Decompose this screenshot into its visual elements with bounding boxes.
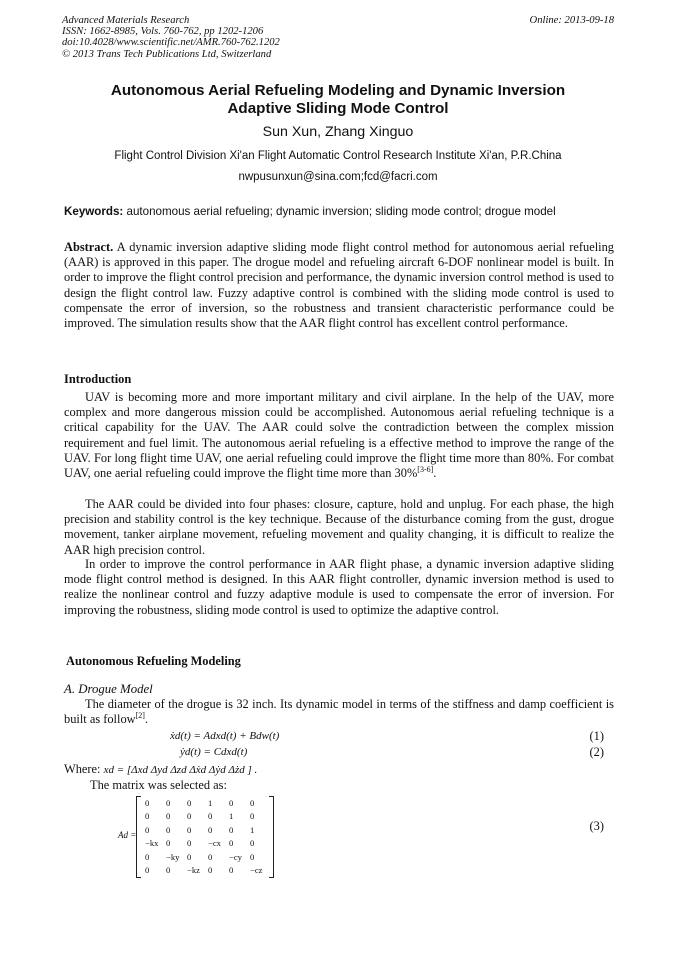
matrix-intro: The matrix was selected as:: [90, 778, 227, 792]
matrix-cell: 0: [166, 838, 171, 849]
matrix-cell: 0: [250, 851, 255, 862]
drogue-paragraph: [64, 697, 614, 727]
affiliation: Flight Control Division Xi'an Flight Automatic Control Research Institute Xi'an, P.R.China: [114, 150, 562, 162]
intro-p1-citation: [3-6]: [417, 465, 434, 475]
copyright: © 2013 Trans Tech Publications Ltd, Switzerland: [62, 48, 272, 60]
doi: doi:10.4028/www.scientific.net/AMR.760-762.1202: [62, 37, 280, 49]
issn: ISSN: 1662-8985, Vols. 760-762, pp 1202-1206: [62, 26, 264, 38]
introduction-heading: Introduction: [64, 372, 132, 386]
matrix-cell: −cy: [229, 851, 242, 862]
keywords: [64, 205, 556, 218]
matrix-cell: 0: [229, 864, 234, 875]
matrix-cell: 0: [187, 798, 192, 808]
equation-3-number: (3): [589, 819, 604, 833]
matrix-cell: 0: [145, 864, 150, 875]
matrix-cell: 0: [166, 864, 171, 875]
drogue-end: .: [144, 712, 149, 727]
intro-paragraph-2: The AAR could be divided into four phases: closure, capture, hold and unplug. For each phase, the high precision and stability control is the key technique. Because of the disturbance coming from the gust, drogue movement, tanker airplane movement, refueling movement and quality changing, it is difficult to realize the AAR high precision control.: [64, 497, 614, 557]
where-label: Where:: [64, 762, 101, 776]
matrix-cell: −cz: [250, 864, 263, 875]
matrix-cell: 0: [145, 824, 150, 835]
matrix-cell: 0: [208, 851, 213, 862]
author-email: nwpusunxun@sina.com;fcd@facri.com: [238, 171, 438, 183]
where-clause: [64, 762, 257, 777]
subsection-drogue-model: A. Drogue Model: [64, 682, 153, 696]
abstract: [64, 240, 614, 331]
matrix-cell: 0: [166, 798, 171, 808]
keywords-label: Keywords:: [64, 205, 124, 218]
matrix-cell: 0: [187, 838, 192, 849]
online-date: Online: 2013-09-18: [529, 15, 614, 26]
matrix-ad: [145, 798, 271, 878]
matrix-cell: 0: [166, 811, 171, 822]
equation-1-number: (1): [589, 729, 604, 743]
paper-title: [62, 82, 614, 118]
matrix-cell: 0: [145, 851, 150, 862]
equation-1: ẋd(t) = Adxd(t) + Bdw(t): [170, 730, 280, 742]
intro-paragraph-3: In order to improve the control performance in AAR flight phase, a dynamic inversion adaptive sliding mode flight control method is designed. In this AAR flight controller, dynamic inversion method is used to realize the nonlinear control and fuzzy adaptive module is used to compensate the error of inversion. For improving the robustness, sliding mode control is used to optimize the adaptive control.: [64, 557, 614, 617]
title-line-2: Adaptive Sliding Mode Control: [227, 100, 449, 117]
matrix-cell: −cx: [208, 838, 221, 849]
abstract-label: Abstract.: [64, 240, 114, 254]
matrix-cell: 0: [187, 824, 192, 835]
matrix-cell: −kx: [145, 838, 159, 849]
matrix-cell: 0: [166, 824, 171, 835]
matrix-cell: 0: [250, 838, 255, 849]
matrix-cell: 0: [208, 811, 213, 822]
matrix-cell: 0: [250, 811, 255, 822]
abstract-text: A dynamic inversion adaptive sliding mode flight control method for autonomous aerial refueling (AAR) is approved in this paper. The drogue model and refueling aircraft 6-DOF nonlinear model is built. In order to improve the flight control precision and performance, the dynamic inversion control method is used to design the flight control law. Fuzzy adaptive control is combined with the sliding mode control is used to compensate the error of inversion, so the robustness and transient characteristic performance could be improved. The simulation results show that the AAR flight control has excellent control performance.: [64, 240, 614, 331]
intro-p1-end: .: [433, 466, 437, 481]
matrix-label: Ad =: [118, 830, 137, 840]
section-heading-modeling: Autonomous Refueling Modeling: [66, 654, 241, 668]
matrix-left-bracket: [136, 796, 141, 878]
journal-header: [62, 15, 280, 60]
matrix-cell: 1: [250, 824, 255, 835]
matrix-cell: 0: [208, 824, 213, 835]
matrix-cell: 0: [187, 811, 192, 822]
matrix-cell: 0: [187, 851, 192, 862]
matrix-cell: 0: [145, 811, 150, 822]
title-line-1: Autonomous Aerial Refueling Modeling and Dynamic Inversion: [110, 82, 566, 99]
matrix-cell: 0: [208, 864, 213, 875]
drogue-citation: [2]: [135, 711, 145, 721]
matrix-cell: 0: [250, 798, 255, 808]
matrix-cell: 0: [145, 798, 150, 808]
journal-name: Advanced Materials Research: [62, 15, 190, 26]
equation-2: ẏd(t) = Cdxd(t): [180, 746, 248, 758]
matrix-cell: −ky: [166, 851, 180, 862]
authors: Sun Xun, Zhang Xinguo: [262, 124, 414, 140]
drogue-text: The diameter of the drogue is 32 inch. Its dynamic model in terms of the stiffness and damp coefficient is built as follow: [64, 697, 614, 727]
matrix-cell: 1: [229, 811, 234, 822]
intro-p1-text: UAV is becoming more and more important military and civil airplane. In the help of the UAV, more complex and more dangerous mission could be accomplished. Autonomous aerial refueling technique is a critical capability for the UAV. The AAR could solve the contradiction between the complex mission requirement and fuel limit. The autonomous aerial refueling is a effective method to improve the range of the UAV. For long flight time UAV, one aerial refueling could improve the flight time more than 80%. For combat UAV, one aerial refueling could improve the flight time more than 30%: [64, 390, 614, 481]
where-expression: xd = [Δxd Δyd Δzd Δẋd Δẏd Δżd ] .: [103, 764, 258, 776]
keywords-text: autonomous aerial refueling; dynamic inversion; sliding mode control; drogue model: [123, 205, 556, 218]
matrix-cell: 0: [229, 798, 234, 808]
matrix-cell: −kz: [187, 864, 200, 875]
matrix-cell: 0: [229, 838, 234, 849]
matrix-cell: 1: [208, 798, 213, 808]
matrix-cell: 0: [229, 824, 234, 835]
equation-2-number: (2): [589, 745, 604, 759]
intro-paragraph-1: [64, 390, 614, 481]
